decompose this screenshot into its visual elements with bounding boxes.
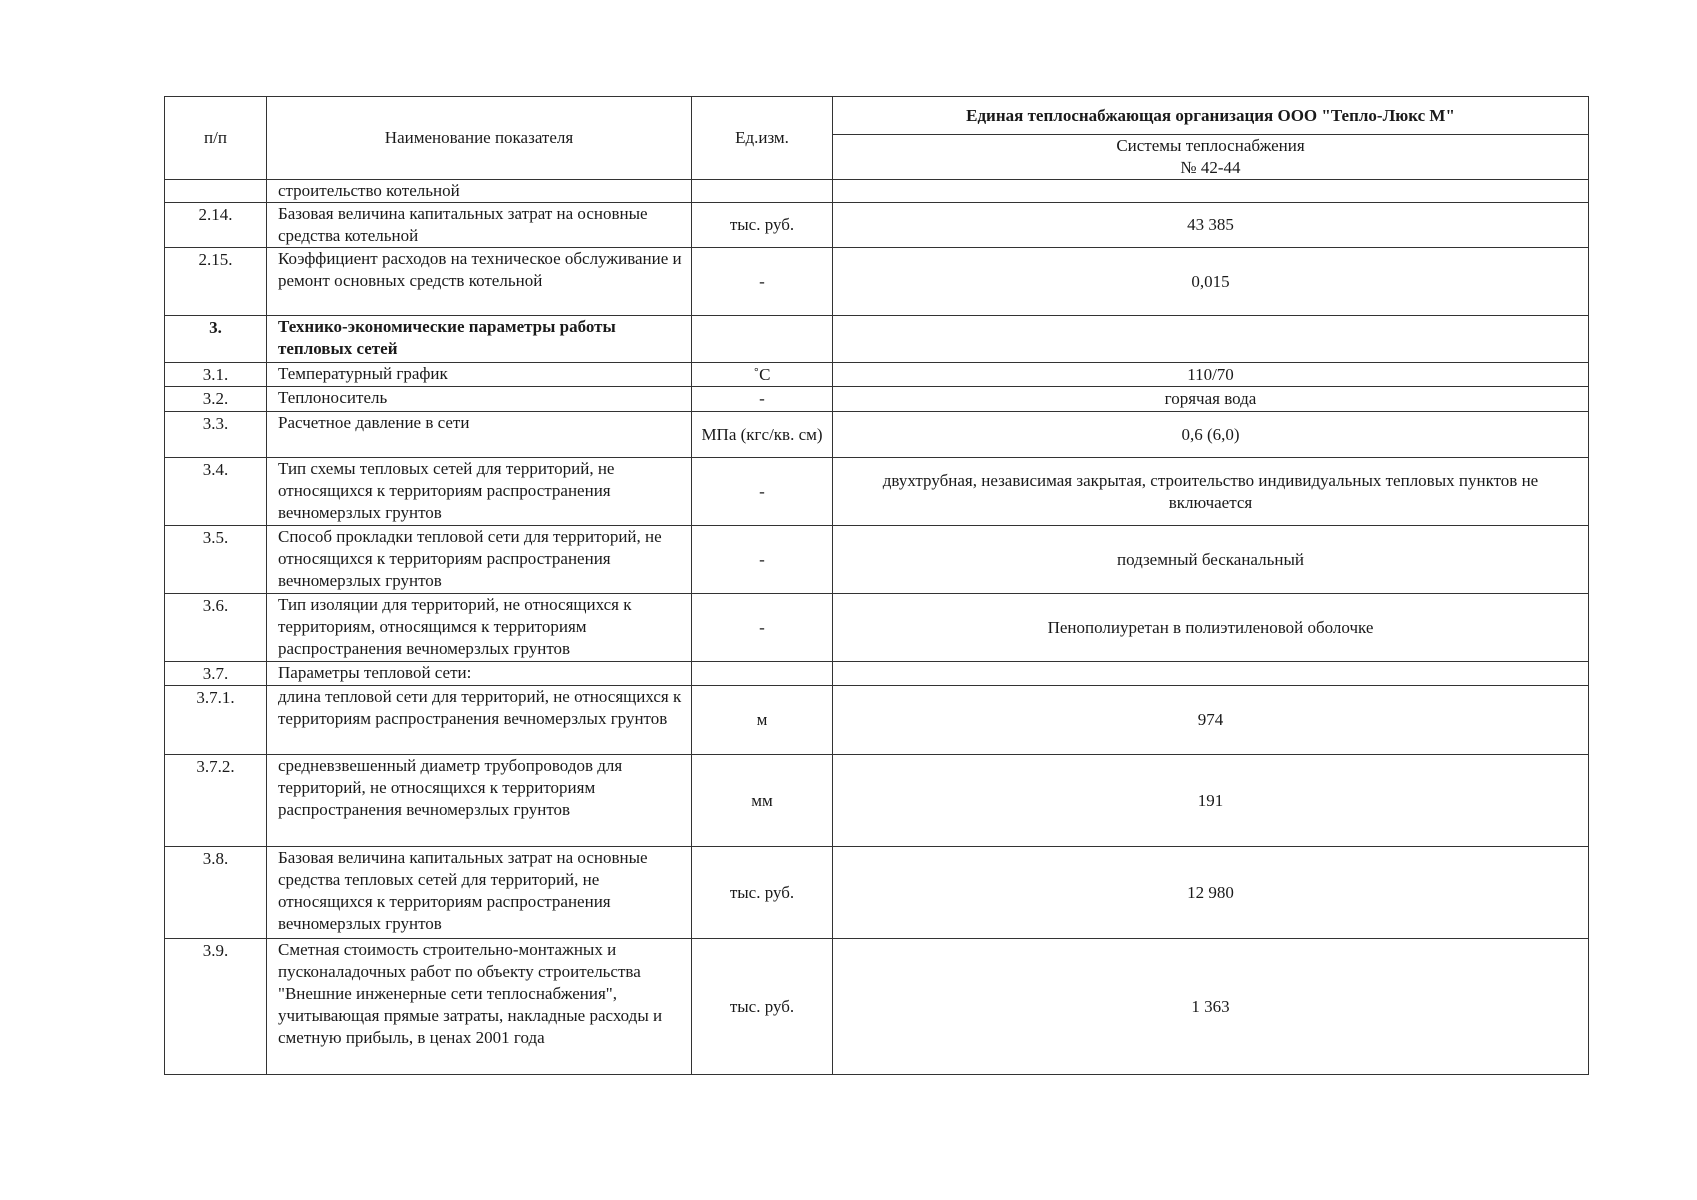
row-value: 974 [833, 686, 1589, 755]
row-unit: - [692, 387, 833, 412]
row-unit: - [692, 458, 833, 526]
table-row [165, 847, 1589, 939]
row-name: строительство котельной [267, 180, 692, 203]
row-unit: тыс. руб. [692, 847, 833, 939]
table-row [165, 203, 1589, 248]
row-name: Базовая величина капитальных затрат на основные средства котельной [267, 203, 692, 248]
row-num: 3.8. [165, 847, 267, 939]
row-num: 3.5. [165, 526, 267, 594]
table-row [165, 686, 1589, 755]
row-value: 0,6 (6,0) [833, 412, 1589, 458]
section-title: Технико-экономические параметры работы тепловых сетей [267, 316, 692, 363]
row-num: 3.2. [165, 387, 267, 412]
table-row [165, 180, 1589, 203]
row-num: 3.7. [165, 662, 267, 686]
row-name: Параметры тепловой сети: [267, 662, 692, 686]
row-unit [692, 662, 833, 686]
table-row [165, 248, 1589, 316]
row-value [833, 316, 1589, 363]
header-col-name: Наименование показателя [267, 97, 692, 180]
row-name: Теплоноситель [267, 387, 692, 412]
row-name: Сметная стоимость строительно-монтажных и пусконаладочных работ по объекту строительства "Внешние инженерные сети теплоснабжения", учитывающая прямые затраты, накладные расходы и сметную прибыль, в ценах 2001 года [267, 939, 692, 1075]
row-value: 1 363 [833, 939, 1589, 1075]
table-row [165, 316, 1589, 363]
row-num: 3.9. [165, 939, 267, 1075]
row-name: Тип схемы тепловых сетей для территорий, не относящихся к территориям распространения вечномерзлых грунтов [267, 458, 692, 526]
header-col-unit: Ед.изм. [692, 97, 833, 180]
row-num: 3.7.2. [165, 755, 267, 847]
row-name: Коэффициент расходов на техническое обслуживание и ремонт основных средств котельной [267, 248, 692, 316]
header-systems-line2: № 42-44 [1180, 158, 1241, 177]
row-value [833, 662, 1589, 686]
row-unit: м [692, 686, 833, 755]
row-unit: - [692, 594, 833, 662]
indicators-table [164, 96, 1589, 1075]
row-value: Пенополиуретан в полиэтиленовой оболочке [833, 594, 1589, 662]
row-num: 3.6. [165, 594, 267, 662]
row-unit: МПа (кгс/кв. см) [692, 412, 833, 458]
row-num: 3.4. [165, 458, 267, 526]
header-organization: Единая теплоснабжающая организация ООО "Тепло-Люкс М" [833, 97, 1589, 135]
row-num: 2.15. [165, 248, 267, 316]
row-value: 191 [833, 755, 1589, 847]
row-value [833, 180, 1589, 203]
row-value: подземный бесканальный [833, 526, 1589, 594]
header-systems [833, 135, 1589, 180]
table-row [165, 458, 1589, 526]
table-row [165, 526, 1589, 594]
row-num: 3.7.1. [165, 686, 267, 755]
row-unit [692, 180, 833, 203]
row-value: 110/70 [833, 363, 1589, 387]
row-value: 0,015 [833, 248, 1589, 316]
row-num: 3.1. [165, 363, 267, 387]
row-value: горячая вода [833, 387, 1589, 412]
section-num: 3. [165, 316, 267, 363]
row-num [165, 180, 267, 203]
row-num: 2.14. [165, 203, 267, 248]
row-value: 12 980 [833, 847, 1589, 939]
row-unit: - [692, 526, 833, 594]
table-row [165, 939, 1589, 1075]
header-systems-line1: Системы теплоснабжения [1116, 136, 1305, 155]
row-unit: тыс. руб. [692, 939, 833, 1075]
table-row [165, 755, 1589, 847]
row-name: Базовая величина капитальных затрат на основные средства тепловых сетей для территорий, не относящихся к территориям распространения вечномерзлых грунтов [267, 847, 692, 939]
table-row [165, 387, 1589, 412]
table-header-row [165, 97, 1589, 135]
row-value: двухтрубная, независимая закрытая, строительство индивидуальных тепловых пунктов не включается [833, 458, 1589, 526]
row-unit: мм [692, 755, 833, 847]
table-row [165, 412, 1589, 458]
header-col-num: п/п [165, 97, 267, 180]
row-name: Тип изоляции для территорий, не относящихся к территориям, относящимся к территориям распространения вечномерзлых грунтов [267, 594, 692, 662]
row-name: Расчетное давление в сети [267, 412, 692, 458]
row-value: 43 385 [833, 203, 1589, 248]
row-name: Температурный график [267, 363, 692, 387]
row-unit: ˚С [692, 363, 833, 387]
row-unit: тыс. руб. [692, 203, 833, 248]
table-row [165, 662, 1589, 686]
row-name: Способ прокладки тепловой сети для территорий, не относящихся к территориям распространения вечномерзлых грунтов [267, 526, 692, 594]
table-row [165, 594, 1589, 662]
row-name: средневзвешенный диаметр трубопроводов для территорий, не относящихся к территориям распространения вечномерзлых грунтов [267, 755, 692, 847]
table-row [165, 363, 1589, 387]
row-num: 3.3. [165, 412, 267, 458]
row-unit [692, 316, 833, 363]
row-name: длина тепловой сети для территорий, не относящихся к территориям распространения вечномерзлых грунтов [267, 686, 692, 755]
row-unit: - [692, 248, 833, 316]
